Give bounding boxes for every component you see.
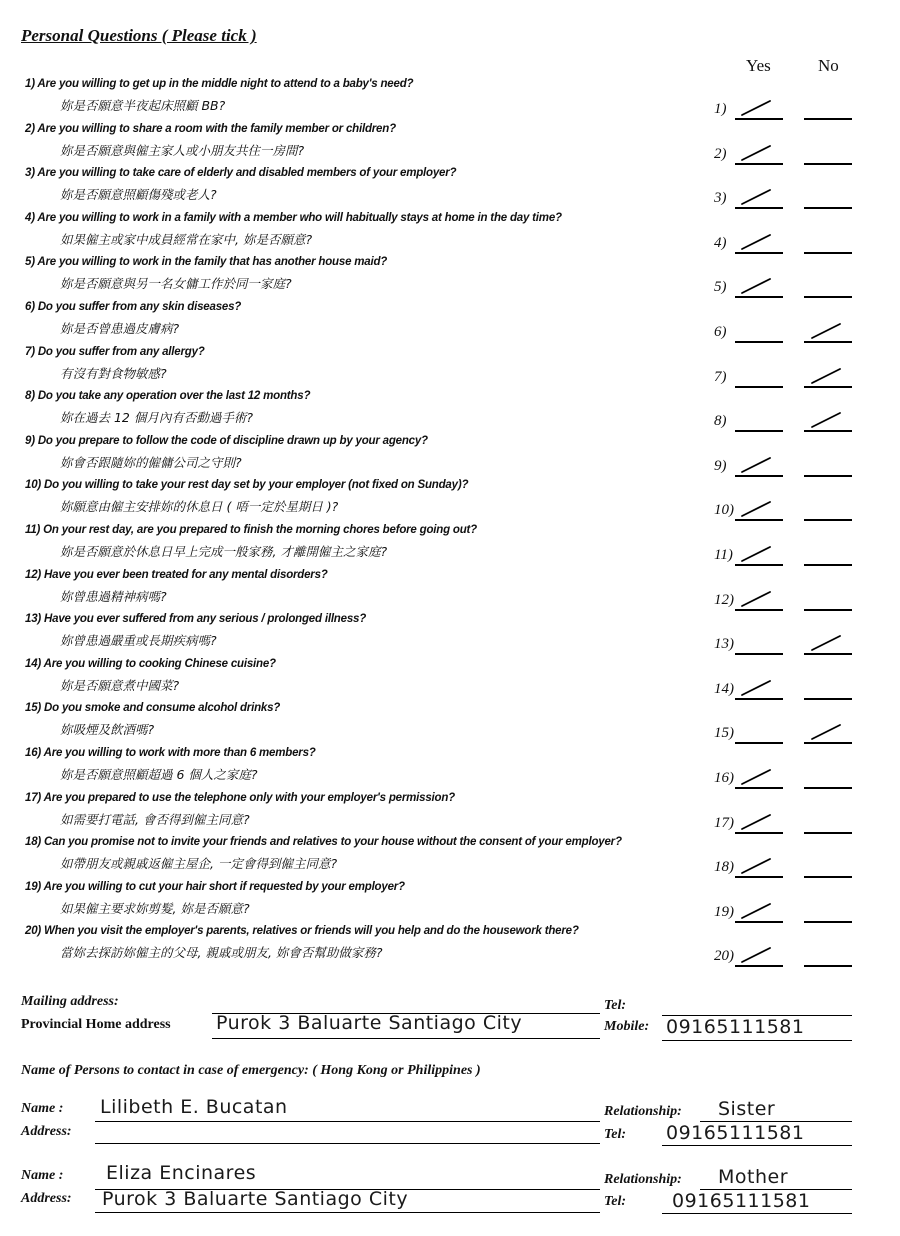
- contact1-tel-label: Tel:: [604, 1127, 627, 1142]
- answer-number: 9): [714, 457, 727, 474]
- answer-yes-blank[interactable]: [735, 742, 783, 744]
- tick-mark-icon: [810, 321, 844, 341]
- question-text-zh: 妳是否願意與另一名女傭工作於同一家庭?: [60, 276, 292, 292]
- question-text-en: 7) Do you suffer from any allergy?: [25, 345, 205, 358]
- question-row: [0, 256, 900, 300]
- answer-number: 16): [714, 770, 734, 786]
- question-text-en: 9) Do you prepare to follow the code of discipline drawn up by your agency?: [25, 434, 428, 447]
- contact2-address-label: Address:: [21, 1191, 72, 1206]
- answer-number: 14): [714, 680, 734, 697]
- answer-yes-blank[interactable]: [735, 475, 783, 477]
- answer-no-blank[interactable]: [804, 430, 852, 432]
- answer-no-blank[interactable]: [804, 609, 852, 611]
- question-row: [0, 346, 900, 390]
- question-text-en: 2) Are you willing to share a room with the family member or children?: [25, 122, 396, 135]
- answer-yes-blank[interactable]: [735, 341, 783, 343]
- contact1-address-line: [95, 1143, 600, 1144]
- answer-number: 11): [714, 547, 733, 563]
- answer-no-blank[interactable]: [804, 698, 852, 700]
- answer-no-blank[interactable]: [804, 832, 852, 834]
- question-row: [0, 435, 900, 479]
- tick-mark-icon: [740, 499, 774, 519]
- tick-mark-icon: [740, 812, 774, 832]
- question-text-en: 13) Have you ever suffered from any serious / prolonged illness?: [25, 613, 367, 626]
- question-row: [0, 301, 900, 345]
- answer-yes-blank[interactable]: [735, 653, 783, 655]
- answer-number: 15): [714, 725, 734, 742]
- tick-mark-icon: [740, 143, 774, 163]
- answer-number: 2): [714, 145, 727, 162]
- question-text-zh: 妳曾患過嚴重或長期疾病嗎?: [60, 633, 217, 649]
- tick-mark-icon: [740, 901, 774, 921]
- question-text-zh: 當妳去探訪妳僱主的父母, 親戚或朋友, 妳會否幫助做家務?: [60, 945, 383, 961]
- tick-mark-icon: [740, 232, 774, 252]
- tick-mark-icon: [740, 544, 774, 564]
- question-row: [0, 702, 900, 746]
- contact1-name-label: Name :: [21, 1101, 64, 1116]
- answer-no-blank[interactable]: [804, 118, 852, 120]
- question-text-en: 18) Can you promise not to invite your friends and relatives to your house without the consent of your employer?: [25, 836, 622, 849]
- question-text-zh: 妳是否願意照顧超過 6 個人之家庭?: [60, 767, 258, 782]
- answer-number: 4): [714, 234, 727, 251]
- question-text-zh: 如果僱主要求妳剪髮, 妳是否願意?: [60, 900, 250, 916]
- emergency-heading: Name of Persons to contact in case of emergency: ( Hong Kong or Philippines ): [21, 1063, 481, 1078]
- answer-yes-blank[interactable]: [735, 965, 783, 967]
- answer-yes-blank[interactable]: [735, 832, 783, 834]
- question-text-zh: 妳在過去 12 個月內有否動過手術?: [60, 410, 253, 426]
- question-row: [0, 569, 900, 613]
- answer-no-blank[interactable]: [804, 564, 852, 566]
- question-row: [0, 78, 900, 122]
- question-text-zh: 如帶朋友或親戚返僱主屋企, 一定會得到僱主同意?: [60, 856, 338, 872]
- question-text-zh: 妳是否願意半夜起床照顧 BB?: [60, 98, 226, 113]
- question-row: [0, 925, 900, 969]
- question-text-zh: 妳是否願意與僱主家人或小朋友共住一房間?: [60, 142, 305, 158]
- provincial-address-line: [212, 1038, 600, 1039]
- question-text-en: 5) Are you willing to work in the family that has another house maid?: [25, 256, 388, 269]
- question-text-en: 19) Are you willing to cut your hair short if requested by your employer?: [25, 880, 405, 893]
- contact1-tel-value[interactable]: 09165111581: [666, 1122, 805, 1144]
- answer-no-blank[interactable]: [804, 921, 852, 923]
- question-text-en: 3) Are you willing to take care of elderly and disabled members of your employer?: [25, 167, 457, 180]
- question-text-en: 14) Are you willing to cooking Chinese cuisine?: [25, 657, 276, 670]
- no-column-header: No: [818, 56, 839, 75]
- tick-mark-icon: [740, 767, 774, 787]
- contact1-relationship-value[interactable]: Sister: [718, 1098, 776, 1120]
- tick-mark-icon: [810, 722, 844, 742]
- contact2-tel-value[interactable]: 09165111581: [672, 1190, 811, 1212]
- question-text-zh: 妳願意由僱主安排妳的休息日 ( 唔一定於星期日 )?: [60, 499, 339, 515]
- answer-yes-blank[interactable]: [735, 163, 783, 165]
- tick-mark-icon: [740, 856, 774, 876]
- answer-number: 1): [714, 101, 727, 117]
- tick-mark-icon: [740, 187, 774, 207]
- question-text-en: 17) Are you prepared to use the telephone only with your employer's permission?: [25, 791, 455, 804]
- answer-number: 18): [714, 859, 734, 876]
- answer-number: 13): [714, 636, 734, 653]
- question-row: [0, 123, 900, 167]
- answer-no-blank[interactable]: [804, 341, 852, 343]
- answer-number: 17): [714, 814, 734, 831]
- question-text-en: 20) When you visit the employer's parents, relatives or friends will you help and do the housework there?: [25, 925, 579, 938]
- answer-number: 3): [714, 190, 727, 207]
- contact2-relationship-value[interactable]: Mother: [718, 1166, 789, 1188]
- contact2-tel-label: Tel:: [604, 1194, 627, 1209]
- answer-no-blank[interactable]: [804, 163, 852, 165]
- question-row: [0, 167, 900, 211]
- tel-label: Tel:: [604, 998, 627, 1013]
- question-text-zh: 妳吸煙及飲酒嗎?: [60, 722, 155, 738]
- provincial-address-value[interactable]: Purok 3 Baluarte Santiago City: [216, 1012, 523, 1034]
- contact2-relationship-label: Relationship:: [604, 1172, 682, 1187]
- answer-yes-blank[interactable]: [735, 564, 783, 566]
- provincial-address-label: Provincial Home address: [21, 1017, 171, 1032]
- answer-yes-blank[interactable]: [735, 118, 783, 120]
- tick-mark-icon: [810, 366, 844, 386]
- contact2-name-label: Name :: [21, 1168, 64, 1183]
- answer-no-blank[interactable]: [804, 787, 852, 789]
- answer-number: 19): [714, 903, 734, 920]
- question-row: [0, 212, 900, 256]
- question-text-zh: 妳曾患過精神病嗎?: [60, 588, 167, 604]
- answer-yes-blank[interactable]: [735, 698, 783, 700]
- question-row: [0, 747, 900, 791]
- question-text-en: 11) On your rest day, are you prepared to finish the morning chores before going out?: [25, 524, 478, 536]
- mailing-address-label: Mailing address:: [21, 994, 119, 1009]
- tick-mark-icon: [740, 98, 774, 118]
- mobile-line: [662, 1040, 852, 1041]
- answer-number: 12): [714, 591, 734, 608]
- answer-no-blank[interactable]: [804, 742, 852, 744]
- question-text-en: 1) Are you willing to get up in the middle night to attend to a baby's need?: [25, 78, 414, 90]
- contact2-address-value[interactable]: Purok 3 Baluarte Santiago City: [102, 1188, 409, 1210]
- contact1-name-line: [95, 1121, 600, 1122]
- question-text-en: 4) Are you willing to work in a family with a member who will habitually stays at home in the day time?: [25, 211, 562, 224]
- answer-yes-blank[interactable]: [735, 252, 783, 254]
- question-text-zh: 有沒有對食物敏感?: [60, 365, 167, 381]
- question-text-en: 12) Have you ever been treated for any mental disorders?: [25, 568, 328, 581]
- tick-mark-icon: [810, 410, 844, 430]
- answer-no-blank[interactable]: [804, 876, 852, 878]
- question-row: [0, 792, 900, 836]
- answer-no-blank[interactable]: [804, 475, 852, 477]
- answer-yes-blank[interactable]: [735, 787, 783, 789]
- answer-number: 8): [714, 413, 727, 430]
- contact2-name-value[interactable]: Eliza Encinares: [106, 1162, 257, 1184]
- answer-yes-blank[interactable]: [735, 207, 783, 209]
- question-text-zh: 如需要打電話, 會否得到僱主同意?: [60, 811, 250, 827]
- answer-yes-blank[interactable]: [735, 921, 783, 923]
- question-text-en: 6) Do you suffer from any skin diseases?: [25, 301, 242, 313]
- question-row: [0, 658, 900, 702]
- question-row: [0, 390, 900, 434]
- answer-no-blank[interactable]: [804, 252, 852, 254]
- contact2-address-line: [95, 1212, 600, 1213]
- tick-mark-icon: [740, 678, 774, 698]
- contact1-tel-line: [662, 1145, 852, 1146]
- answer-no-blank[interactable]: [804, 296, 852, 298]
- question-text-zh: 妳是否願意照顧傷殘或老人?: [60, 187, 217, 203]
- tick-mark-icon: [810, 633, 844, 653]
- question-text-en: 16) Are you willing to work with more than 6 members?: [25, 747, 316, 759]
- answer-no-blank[interactable]: [804, 207, 852, 209]
- question-text-zh: 妳是否願意於休息日早上完成一般家務, 才離開僱主之家庭?: [60, 544, 388, 559]
- answer-number: 5): [714, 279, 727, 296]
- mobile-value[interactable]: 09165111581: [666, 1016, 805, 1038]
- answer-number: 6): [714, 324, 727, 340]
- question-row: [0, 524, 900, 568]
- answer-yes-blank[interactable]: [735, 386, 783, 388]
- answer-yes-blank[interactable]: [735, 430, 783, 432]
- contact1-relationship-label: Relationship:: [604, 1104, 682, 1119]
- tick-mark-icon: [740, 945, 774, 965]
- answer-yes-blank[interactable]: [735, 296, 783, 298]
- tick-mark-icon: [740, 455, 774, 475]
- answer-no-blank[interactable]: [804, 519, 852, 521]
- answer-yes-blank[interactable]: [735, 876, 783, 878]
- contact2-tel-line: [662, 1213, 852, 1214]
- question-text-zh: 妳是否曾患過皮膚病?: [60, 321, 180, 336]
- question-text-zh: 妳會否跟隨妳的僱傭公司之守則?: [60, 454, 242, 470]
- answer-yes-blank[interactable]: [735, 519, 783, 521]
- answer-no-blank[interactable]: [804, 965, 852, 967]
- yes-column-header: Yes: [746, 56, 771, 75]
- question-row: [0, 613, 900, 657]
- question-text-en: 15) Do you smoke and consume alcohol drinks?: [25, 702, 281, 715]
- tick-mark-icon: [740, 589, 774, 609]
- tick-mark-icon: [740, 276, 774, 296]
- answer-no-blank[interactable]: [804, 653, 852, 655]
- question-row: [0, 479, 900, 523]
- question-row: [0, 881, 900, 925]
- answer-no-blank[interactable]: [804, 386, 852, 388]
- question-text-zh: 如果僱主或家中成員經常在家中, 妳是否願意?: [60, 231, 313, 247]
- mobile-label: Mobile:: [604, 1019, 650, 1034]
- answer-number: 7): [714, 368, 727, 385]
- question-text-en: 8) Do you take any operation over the last 12 months?: [25, 390, 311, 403]
- question-text-zh: 妳是否願意煮中國菜?: [60, 677, 180, 693]
- contact1-address-label: Address:: [21, 1124, 72, 1139]
- answer-yes-blank[interactable]: [735, 609, 783, 611]
- page-title: Personal Questions ( Please tick ): [21, 26, 257, 45]
- question-text-en: 10) Do you willing to take your rest day set by your employer (not fixed on Sunday)?: [25, 479, 469, 492]
- answer-number: 20): [714, 948, 734, 965]
- contact1-name-value[interactable]: Lilibeth E. Bucatan: [100, 1096, 288, 1118]
- question-row: [0, 836, 900, 880]
- answer-number: 10): [714, 502, 734, 519]
